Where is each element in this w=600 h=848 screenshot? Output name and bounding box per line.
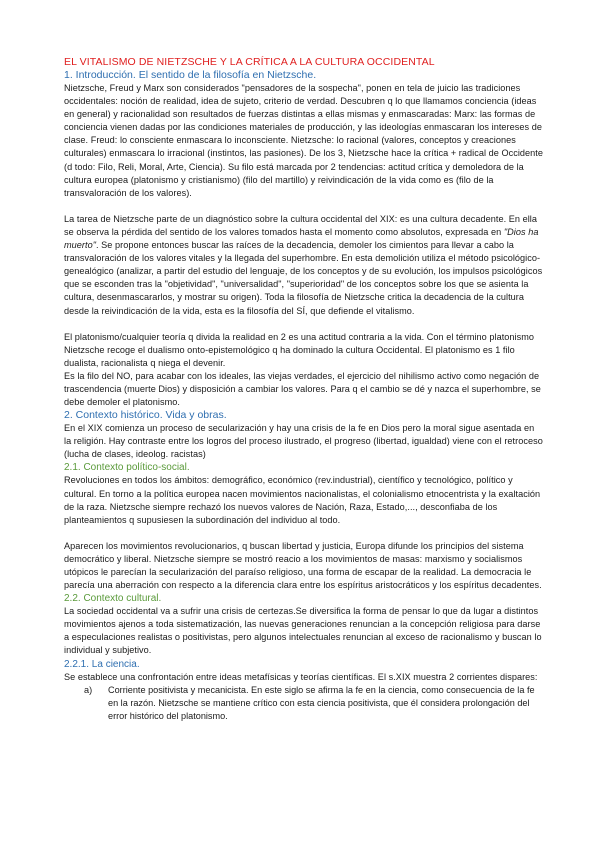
paragraph-spacer — [64, 200, 544, 213]
paragraph-spacer — [64, 318, 544, 331]
section-1-paragraph-2 — [64, 213, 544, 318]
document-title: EL VITALISMO DE NIETZSCHE Y LA CRÍTICA A LA CULTURA OCCIDENTAL — [64, 56, 435, 68]
list-item — [64, 684, 544, 723]
section-1-heading: 1. Introducción. El sentido de la filosofía en Nietzsche. — [64, 69, 317, 81]
section-2-1-heading: 2.1. Contexto político-social. — [64, 462, 190, 474]
section-2-2-1-heading: 2.2.1. La ciencia. — [64, 658, 140, 670]
section-1-paragraph-4: Es la filo del NO, para acabar con los ideales, las viejas verdades, el ejercicio del nihilismo activo como negación de trascendencia (muerte Dios) y disposición a cambiar los valores. Para q el cambio se dé y nazca el superhombre, se debe demoler el platonismo. — [64, 370, 541, 408]
section-2-2-heading: 2.2. Contexto cultural. — [64, 593, 162, 605]
paragraph-2-text-start: La tarea de Nietzsche parte de un diagnóstico sobre la cultura occidental del XIX: es una cultura decadente. En ella se observa la pérdida del sentido de los valores tomados hasta el momento como absolutos, expresada en — [64, 213, 537, 237]
section-1-paragraph-1: Nietzsche, Freud y Marx son considerados "pensadores de la sospecha", ponen en tela de juicio las tradiciones occidentales: noción de realidad, idea de sujeto, criterio de verdad. Descubren q lo que llamamos conciencia (ideas en general) y racionalidad son resultados de fuerzas distintas a ellas mismas y enmascaradas: Marx: las formas de conciencia vienen dadas por las condiciones materiales de producción, y las ideologías enmascaran los intereses de clase. Freud: lo consciente enmascara lo inconsciente. Nietzsche: lo racional (valores, conceptos y creaciones culturales) enmascara lo irracional (instintos, las pasiones). De los 3, Nietzsche hace la crítica + radical de Occidente (d todo: Filo, Reli, Moral, Arte, Ciencia). Su filo está marcada por 2 tendencias: actitud crítica y demoledora de la cultura europea (platonismo y cristianismo) (filo del martillo) y reivindicación de la vida como es (filo de la transvaloración de los valores). — [64, 83, 543, 198]
section-2-1-paragraph-2: Aparecen los movimientos revolucionarios, q buscan libertad y justicia, Europa difunde los principios del sistema democrático y liberal. Nietzsche siempre se mostró reacio a los movimientos de masas: marxismo y socialismos utópicos le parecían la secularización del paraíso religioso, una forma de escapar de la realidad. La democracia le parecía una aberración con respecto a la diferencia clara entre los espíritus aristocráticos y los espíritus decadentes. — [64, 540, 542, 591]
section-2-paragraph-1: En el XIX comienza un proceso de secularización y hay una crisis de la fe en Dios pero la moral sigue asentada en la religión. Hay contraste entre los logros del proceso ilustrado, el progreso (libertad, igualdad) viene con el retroceso (lucha de clases, ideolog. racistas) — [64, 423, 543, 460]
section-1-paragraph-3: El platonismo/cualquier teoría q divida la realidad en 2 es una actitud contraria a la vida. Con el término platonismo Nietzsche recoge el dualismo onto-epistemológico q ha dominado la cultura Occidental. El platonismo es 1 filo dualista, racionalista q niega el devenir. — [64, 331, 535, 368]
list-item-text: Corriente positivista y mecanicista. En este siglo se afirma la fe en la ciencia, como consecuencia de la fe en la razón. Nietzsche se mantiene crítico con esta ciencia positivista, que él considera prolongación del error histórico del platonismo. — [108, 684, 535, 721]
paragraph-2-text-end: . Se propone entonces buscar las raíces de la decadencia, demoler los cimientos para llevar a cabo la transvaloración de los valores vitales y la llegada del superhombre. En esta demolición utiliza el método psicológico-genealógico (analizar, a partir del estudio del lenguaje, de los conceptos y de su evolución, los impulsos psicológicos que se esconden tras la "objetividad", "universalidad", "superioridad" de los conceptos sobre los que se asienta la cultura, desenmascararlos, y mostrar su origen). Toda la filosofía de Nietzsche critica la decadencia de la cultura desde la reivindicación de la vida, esta es la filosofía del SÍ, que defiende el vitalismo. — [64, 240, 543, 316]
list-item-marker: a) — [84, 684, 93, 695]
section-2-heading: 2. Contexto histórico. Vida y obras. — [64, 409, 227, 422]
section-2-2-paragraph-1: La sociedad occidental va a sufrir una crisis de certezas.Se diversifica la forma de pensar lo que da lugar a distintos movimientos ajenos a toda sistematización, las nuevas generaciones renuncian a la concepción religiosa para darse a especulaciones realistas o positivistas, pero algunos intelectuales renuncian al exceso de racionalismo y buscan lo individual y subjetivo. — [64, 606, 542, 656]
section-2-2-1-paragraph-1: Se establece una confrontación entre ideas metafísicas y teorías científicas. El s.XIX muestra 2 corrientes dispares: — [64, 671, 538, 682]
paragraph-spacer — [64, 527, 544, 540]
section-2-1-paragraph-1: Revoluciones en todos los ámbitos: demográfico, económico (rev.industrial), científico y tecnológico, político y cultural. En torno a la política europea nacen movimientos nacionalistas, el colonialismo etnocentrista y la exaltación de la raza. Nietzsche siempre rechazó los nuevos valores de Nación, Raza, Estado,..., desconfiaba de los planteamientos q supusiesen la subordinación del individuo al todo. — [64, 475, 541, 525]
document-body — [64, 56, 544, 723]
currents-list — [64, 684, 544, 723]
dios-ha-muerto-quote: "Dios ha muerto" — [64, 226, 539, 251]
